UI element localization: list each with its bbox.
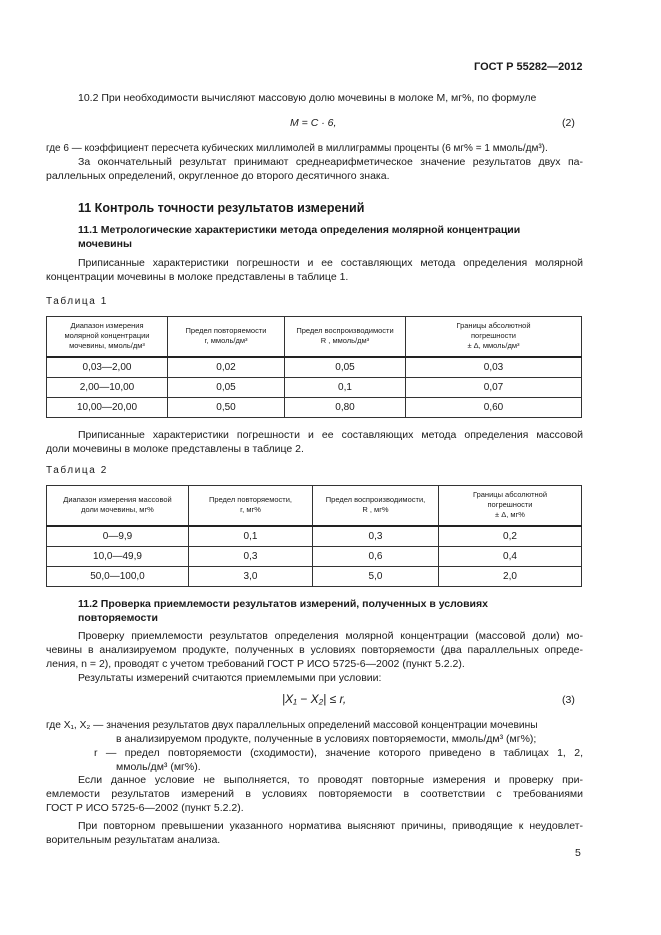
table-cell: 0,4 (439, 546, 582, 566)
p1-line1: Приписанные характеристики погрешности и ее составляющих метода определения молярной (78, 257, 583, 269)
where-6: где 6 — коэффициент пересчета кубических миллимолей в миллиграммы проценты (6 мг% = 1 ммоль/дм³). (46, 143, 548, 154)
table-cell: 0,1 (285, 377, 406, 397)
table-cell: 5,0 (313, 566, 439, 586)
table-cell: 2,0 (439, 566, 582, 586)
s10-2-lead: 10.2 При необходимости вычисляют массовую долю мочевины в молоке М, мг%, по формуле (78, 92, 537, 104)
table1-header-error: Границы абсолютной погрешности ± Δ, ммоль/дм³ (406, 317, 582, 357)
table-cell: 0,05 (285, 357, 406, 378)
table-cell: 0,2 (439, 526, 582, 547)
p5-line1: Если данное условие не выполняется, то проводят повторные измерения и проверку при- (78, 774, 583, 786)
table1-caption: Таблица 1 (46, 296, 108, 307)
table-cell: 0,1 (189, 526, 313, 547)
table-1 (46, 316, 582, 418)
table-row (47, 397, 582, 417)
p5-line3: ГОСТ Р ИСО 5725-6—2002 (пункт 5.2.2). (46, 802, 244, 814)
table-cell: 0,05 (168, 377, 285, 397)
formula-2: M = C · 6, (290, 117, 337, 129)
where-x-line2: в анализируемом продукте, полученные в условиях повторяемости, ммоль/дм³ (мг%); (116, 733, 537, 745)
table-cell: 10,0—49,9 (47, 546, 189, 566)
p3-line1: Проверку приемлемости результатов определения молярной концентрации (массовой доли) мо- (78, 630, 583, 642)
table2-header-reproducibility: Предел воспроизводимости, R , мг% (313, 486, 439, 526)
table-cell: 0,50 (168, 397, 285, 417)
table-cell: 0,07 (406, 377, 582, 397)
p2-line1: Приписанные характеристики погрешности и ее составляющих метода определения массовой (78, 429, 583, 441)
table2-header-error: Границы абсолютной погрешности ± Δ, мг% (439, 486, 582, 526)
table-cell: 10,00—20,00 (47, 397, 168, 417)
final-result-line2: раллельных определений, округленное до второго десятичного знака. (46, 170, 390, 182)
table-cell: 0,80 (285, 397, 406, 417)
p6-line1: При повторном превышении указанного норматива выясняют причины, приводящие к неудовлет- (78, 820, 583, 832)
page-number: 5 (575, 847, 581, 859)
table-cell: 0,02 (168, 357, 285, 378)
table1-header-repeatability: Предел повторяемости r, ммоль/дм³ (168, 317, 285, 357)
p4: Результаты измерений считаются приемлемыми при условии: (78, 672, 382, 684)
doc-code: ГОСТ Р 55282—2012 (474, 61, 583, 73)
sub-11-2-line1: 11.2 Проверка приемлемости результатов измерений, полученных в условиях (78, 598, 488, 610)
sub-11-2-line2: повторяемости (78, 612, 158, 624)
table-cell: 0,03—2,00 (47, 357, 168, 378)
sub-11-1-line2: мочевины (78, 238, 132, 250)
table-cell: 50,0—100,0 (47, 566, 189, 586)
table2-caption: Таблица 2 (46, 465, 108, 476)
table-2 (46, 485, 582, 587)
p5-line2: емлемости результатов измерений в условиях повторяемости в соответствии с требованиями (46, 788, 583, 800)
table1-header-reproducibility: Предел воспроизводимости R , ммоль/дм³ (285, 317, 406, 357)
section-11-title: 11 Контроль точности результатов измерений (78, 201, 365, 215)
table-cell: 2,00—10,00 (47, 377, 168, 397)
table-row (47, 566, 582, 586)
table2-header-range: Диапазон измерения массовой доли мочевины, мг% (47, 486, 189, 526)
table-cell: 0,6 (313, 546, 439, 566)
table1-header-range: Диапазон измерения молярной концентрации мочевины, ммоль/дм³ (47, 317, 168, 357)
p1-line2: концентрации мочевины в молоке представлены в таблице 1. (46, 271, 349, 283)
where-x-line1: где X₁, X₂ — значения результатов двух параллельных определений массовой концентрации мочевины (46, 720, 538, 731)
formula-3: |X₁ − X₂| ≤ r, (282, 692, 347, 706)
formula-2-number: (2) (562, 117, 575, 129)
table-cell: 0,3 (313, 526, 439, 547)
table-cell: 0,03 (406, 357, 582, 378)
table-row (47, 357, 582, 378)
where-r-line2: ммоль/дм³ (мг%). (116, 761, 201, 773)
table-cell: 3,0 (189, 566, 313, 586)
formula-3-number: (3) (562, 694, 575, 706)
table-cell: 0,60 (406, 397, 582, 417)
p3-line2: чевины в анализируемом продукте, полученных в условиях повторяемости (два параллельных опреде- (46, 644, 583, 656)
where-r-line1: r — предел повторяемости (сходимости), значение которого приведено в таблицах 1, 2, (94, 747, 583, 759)
p2-line2: доли мочевины в молоке представлены в таблице 2. (46, 443, 304, 455)
table-row (47, 546, 582, 566)
sub-11-1-line1: 11.1 Метрологические характеристики метода определения молярной концентрации (78, 224, 521, 236)
final-result-line1: За окончательный результат принимают среднеарифметическое значение результатов двух па- (78, 156, 583, 168)
p6-line2: ворительным результатам анализа. (46, 834, 221, 846)
table2-header-repeatability: Предел повторяемости, r, мг% (189, 486, 313, 526)
table-cell: 0—9,9 (47, 526, 189, 547)
table-row (47, 526, 582, 547)
p3-line3: ления, n = 2), проводят с учетом требований ГОСТ Р ИСО 5725-6—2002 (пункт 5.2.2). (46, 658, 465, 670)
table-cell: 0,3 (189, 546, 313, 566)
table-row (47, 377, 582, 397)
